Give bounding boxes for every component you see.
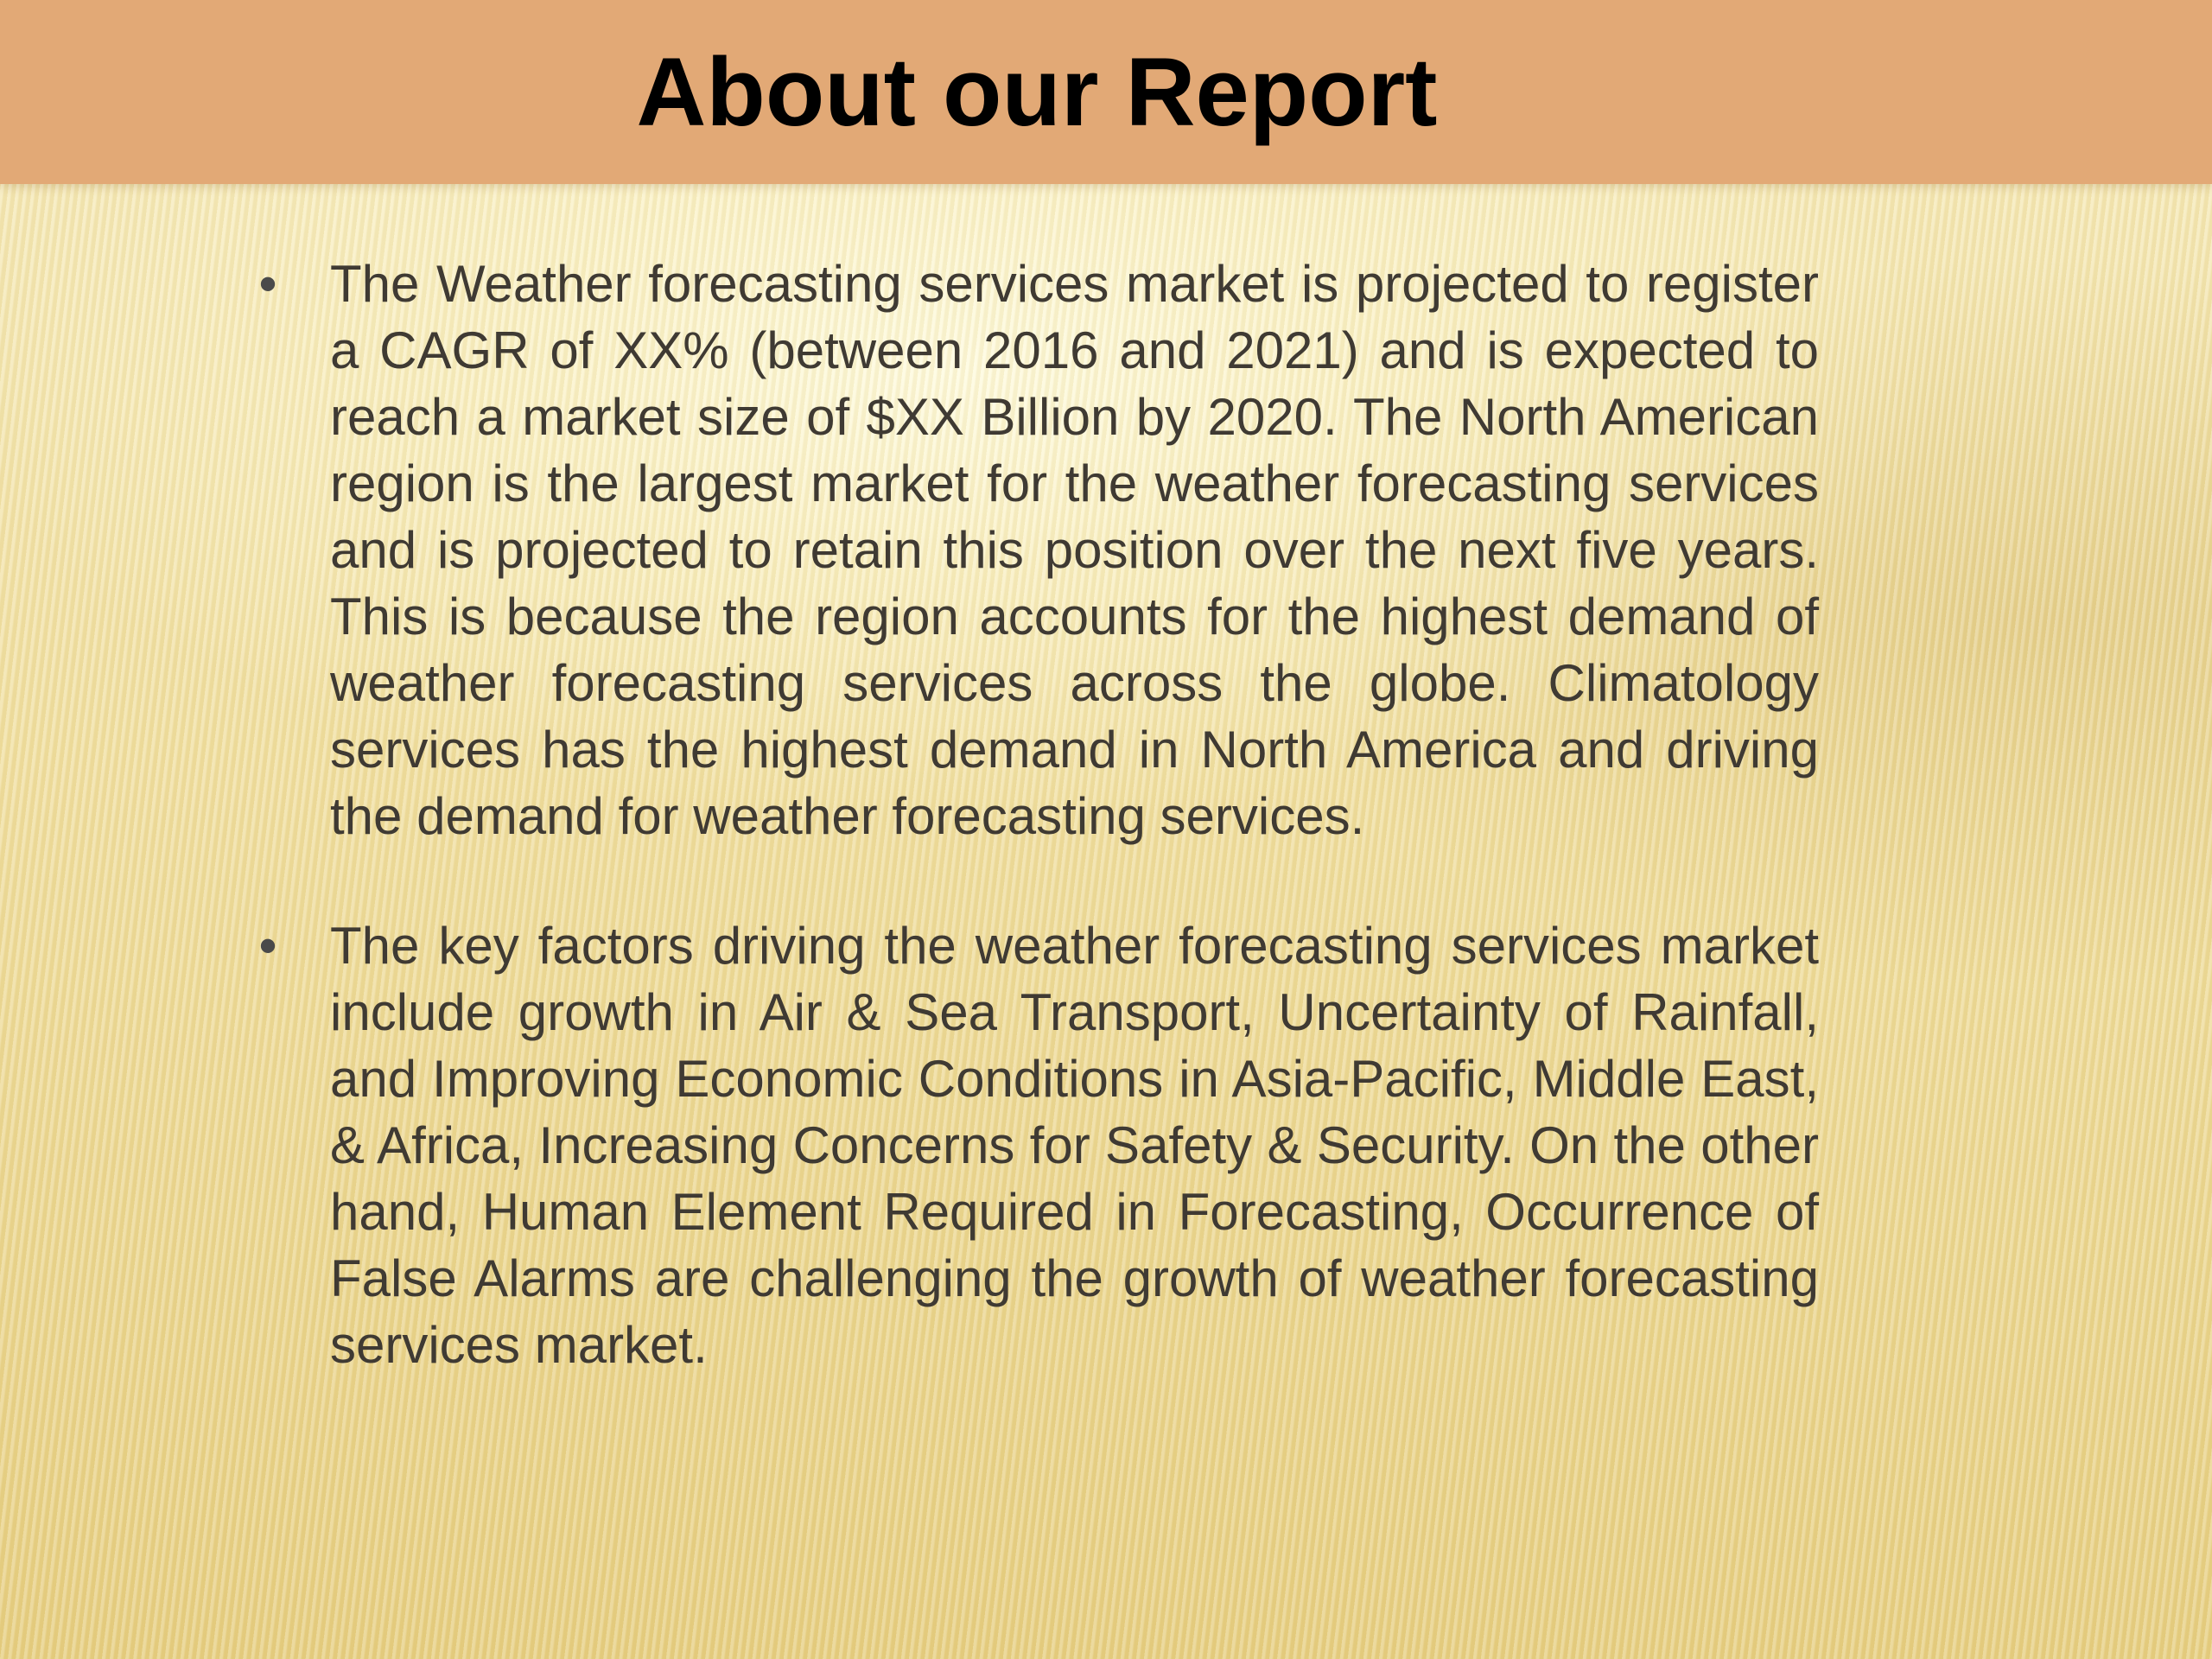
bullet-item <box>251 251 1819 849</box>
slide-content <box>251 251 1819 1441</box>
bullet-dot-icon: • <box>258 255 277 313</box>
bullet-dot-icon: • <box>258 917 277 975</box>
slide-title: About our Report <box>636 38 1438 146</box>
title-bar <box>0 0 2212 184</box>
bullet-text: The Weather forecasting services market is projected to register a CAGR of XX% (between 2016 and 2021) and is expected to reach a market size of $XX Billion by 2020. The North American region is the largest market for the weather forecasting services and is projected to retain this position over the next five years. This is because the region accounts for the highest demand of weather forecasting services across the globe. Climatology services has the highest demand in North America and driving the demand for weather forecasting services. <box>330 255 1819 845</box>
bullet-item <box>251 912 1819 1378</box>
bullet-text: The key factors driving the weather forecasting services market include growth in Air & Sea Transport, Uncertainty of Rainfall, and Improving Economic Conditions in Asia-Pacific, Middle East, & Africa, Increasing Concerns for Safety & Security. On the other hand, Human Element Required in Forecasting, Occurrence of False Alarms are challenging the growth of weather forecasting services market. <box>330 917 1819 1374</box>
